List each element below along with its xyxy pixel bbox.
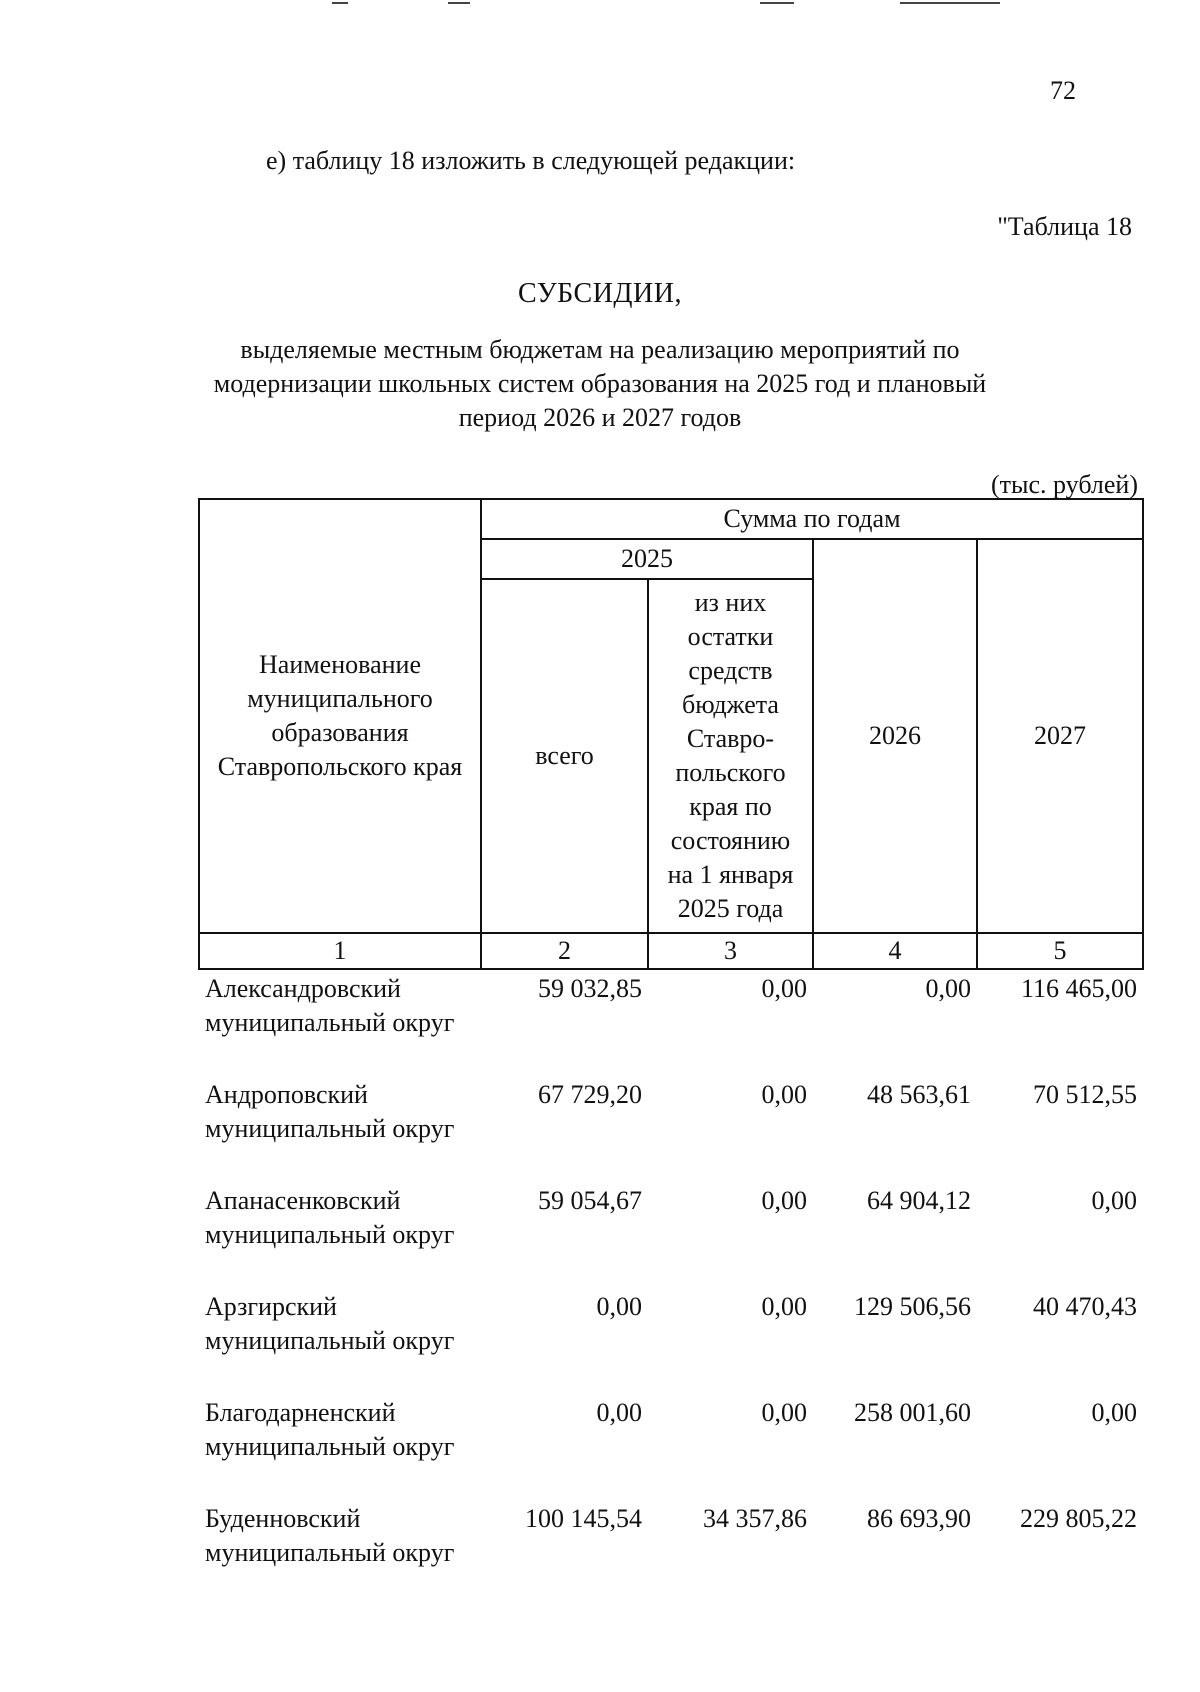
- remainder-2025: 0,00: [761, 974, 807, 1003]
- total-2025: 59 054,67: [538, 1186, 642, 1215]
- amount-2027: 229 805,22: [1020, 1504, 1138, 1533]
- amount-2026: 0,00: [925, 974, 971, 1003]
- amount-2026: 86 693,90: [867, 1504, 971, 1533]
- header-year-2025: 2025: [481, 539, 813, 579]
- intro-text: е) таблицу 18 изложить в следующей редакции:: [266, 146, 796, 175]
- units-label: (тыс. рублей): [990, 470, 1138, 499]
- amount-2026: 129 506,56: [854, 1292, 971, 1321]
- amount-2027: 0,00: [1091, 1398, 1138, 1427]
- amount-2027: 0,00: [1091, 1186, 1138, 1215]
- table-row: [199, 1500, 1143, 1606]
- document-subtitle: выделяемые местным бюджетам на реализацию мероприятий по модернизации школьных систем образования на 2025 год и плановый период 2026 и 2027 годов: [213, 335, 987, 432]
- municipality-name: Александровский муниципальный округ: [205, 974, 455, 1037]
- column-number: 1: [199, 933, 481, 969]
- municipality-name: Андроповский муниципальный округ: [205, 1080, 455, 1143]
- remainder-2025: 34 357,86: [703, 1504, 807, 1533]
- column-number: 3: [648, 933, 813, 969]
- amount-2027: 40 470,43: [1033, 1292, 1138, 1321]
- total-2025: 0,00: [596, 1398, 642, 1427]
- remainder-2025: 0,00: [761, 1186, 807, 1215]
- scan-artifacts: [0, 0, 1200, 6]
- remainder-2025: 0,00: [761, 1292, 807, 1321]
- table-row: [199, 969, 1143, 1076]
- document-title: СУБСИДИИ,: [518, 278, 682, 309]
- amount-2026: 64 904,12: [867, 1186, 971, 1215]
- table-row: [199, 1182, 1143, 1288]
- table-row: [199, 1288, 1143, 1394]
- header-sum-by-years: Сумма по годам: [481, 499, 1143, 539]
- municipality-name: Благодарненский муниципальный округ: [205, 1398, 455, 1461]
- total-2025: 59 032,85: [538, 974, 642, 1003]
- table-row: [199, 1394, 1143, 1500]
- subsidies-table: [198, 498, 1144, 1606]
- page-number: 72: [1050, 76, 1076, 105]
- header-remainder: из них остатки средств бюджета Ставро-польского края по состоянию на 1 января 2025 года: [648, 579, 813, 933]
- total-2025: 67 729,20: [538, 1080, 642, 1109]
- table-label: "Таблица 18: [997, 212, 1132, 241]
- header-total: всего: [481, 579, 648, 933]
- municipality-name: Буденновский муниципальный округ: [205, 1504, 455, 1567]
- municipality-name: Арзгирский муниципальный округ: [205, 1292, 455, 1355]
- column-number: 5: [977, 933, 1143, 969]
- header-year-2027: 2027: [977, 539, 1143, 933]
- column-number: 4: [813, 933, 977, 969]
- remainder-2025: 0,00: [761, 1398, 807, 1427]
- table-row: [199, 1076, 1143, 1182]
- amount-2027: 116 465,00: [1020, 974, 1138, 1003]
- amount-2027: 70 512,55: [1033, 1080, 1138, 1109]
- remainder-2025: 0,00: [761, 1080, 807, 1109]
- header-year-2026: 2026: [813, 539, 977, 933]
- total-2025: 100 145,54: [525, 1504, 642, 1533]
- amount-2026: 48 563,61: [867, 1080, 971, 1109]
- municipality-name: Апанасенковский муниципальный округ: [205, 1186, 455, 1249]
- amount-2026: 258 001,60: [854, 1398, 971, 1427]
- column-number: 2: [481, 933, 648, 969]
- header-municipality-name: Наименование муниципального образования Ставропольского края: [199, 499, 481, 933]
- total-2025: 0,00: [596, 1292, 642, 1321]
